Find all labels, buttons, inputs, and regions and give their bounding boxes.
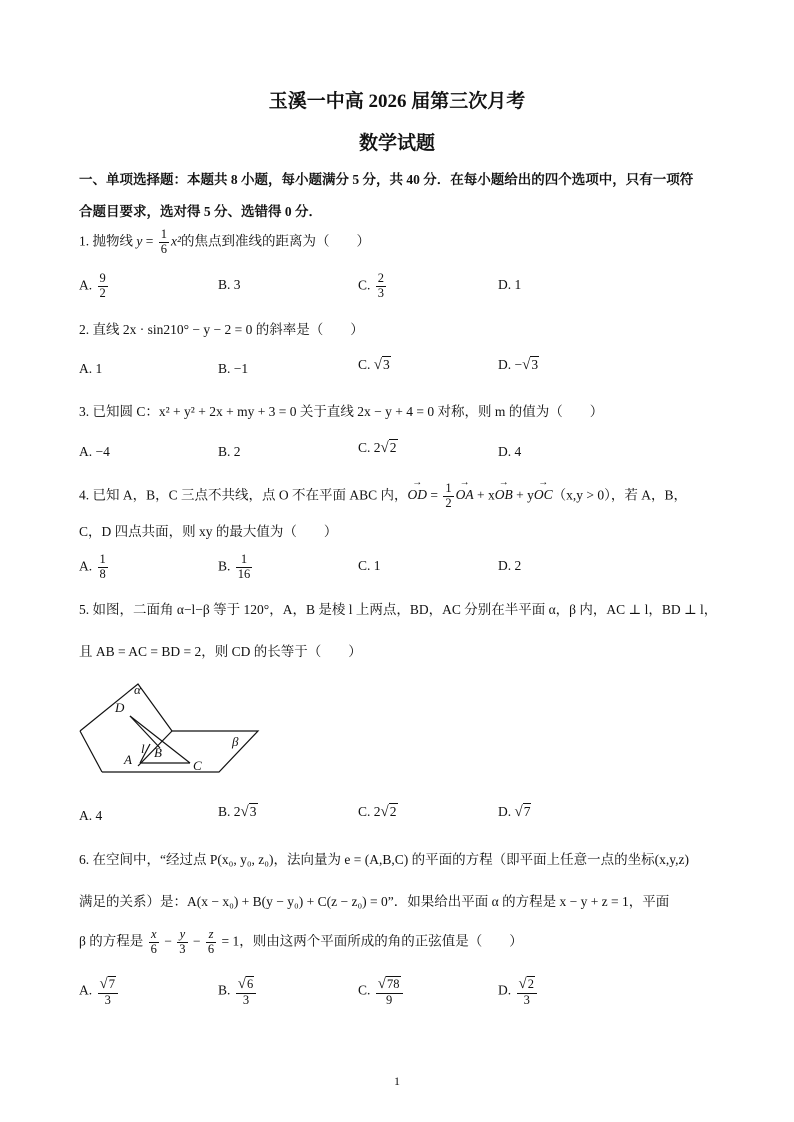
question-5-line2: 且 AB = AC = BD = 2，则 CD 的长等于（ ）: [79, 644, 362, 659]
q2-option-a: A. 1: [79, 361, 103, 376]
q2-option-c: C. √3: [358, 357, 390, 374]
label-alpha: α: [134, 682, 141, 697]
question-5-line1: 5. 如图，二面角 α−l−β 等于 120°，A，B 是棱 l 上两点，BD，AC 分别在半平面 α，β 内，AC ⊥ l，BD ⊥ l，: [79, 602, 718, 617]
section-instructions-line2: 合题目要求，选对得 5 分、选错得 0 分．: [79, 204, 322, 219]
label-beta: β: [232, 734, 239, 749]
q5-option-b: B. 2√3: [218, 804, 257, 821]
vector-oc: → OC: [534, 487, 553, 503]
q1-number: 1.: [79, 233, 90, 249]
q3-option-a: A. −4: [79, 444, 110, 459]
q4-option-b: B. $\frac{1}{16}$: [218, 552, 251, 581]
q3-option-c: C. 2√2: [358, 440, 397, 457]
vector-oa: → OA: [456, 487, 474, 503]
question-4-line1: 4. 已知 A，B，C 三点不共线，点 O 不在平面 ABC 内，→ OD = $\frac{1}{2}$ → OA + x→ OB + y→ OC（x,y > 0），若 A，B，: [79, 482, 687, 511]
q1-fraction: $\frac{1}{6}$: [160, 227, 167, 256]
question-6-line2: 满足的关系）是：A(x − x₀) + B(y − y₀) + C(z − z₀) = 0”．如果给出平面 α 的方程是 x − y + z = 1，平面: [79, 894, 670, 909]
q3-option-b: B. 2: [218, 444, 241, 459]
q6-option-a: A. $\frac{√7}{3}$: [79, 976, 120, 1007]
page-number: 1: [394, 1074, 400, 1088]
question-4-line2: C，D 四点共面，则 xy 的最大值为（ ）: [79, 524, 338, 539]
label-l: l: [141, 741, 145, 756]
question-6-line1: 6. 在空间中，“经过点 P(x₀, y₀, z₀)，法向量为 e = (A,B,C) 的平面的方程（即平面上任意一点的坐标(x,y,z): [79, 852, 689, 867]
q2-option-d: D. −√3: [498, 357, 539, 374]
q3-option-d: D. 4: [498, 444, 522, 459]
q1-y: y: [136, 233, 143, 249]
label-b: B: [154, 745, 162, 760]
q1-option-d: D. 1: [498, 277, 522, 292]
label-d: D: [115, 700, 125, 715]
question-2: 2. 直线 2x · sin210° − y − 2 = 0 的斜率是（ ）: [79, 322, 364, 337]
q5-option-d: D. √7: [498, 804, 531, 821]
page-title: 玉溪一中高 2026 届第三次月考: [268, 91, 526, 112]
vector-ob: → OB: [495, 487, 513, 503]
question-6-line3: β 的方程是 $\frac{x}{6}$ − $\frac{y}{3}$ − $\frac{z}{6}$ = 1，则由这两个平面所成的角的正弦值是（ ）: [79, 927, 523, 956]
q1-post: 的焦点到准线的距离为（ ）: [181, 233, 371, 249]
q1-option-c: C. $\frac{2}{3}$: [358, 271, 385, 300]
question-3: 3. 已知圆 C：x² + y² + 2x + my + 3 = 0 关于直线 2x − y + 4 = 0 对称，则 m 的值为（ ）: [79, 404, 604, 419]
q1-pre: 抛物线: [92, 233, 133, 249]
q5-option-a: A. 4: [79, 808, 103, 823]
q4-option-d: D. 2: [498, 558, 522, 573]
q4-option-c: C. 1: [358, 558, 381, 573]
q1-eq: =: [145, 233, 154, 249]
q6-option-c: C. $\frac{√78}{9}$: [358, 976, 405, 1007]
q1-x2: x²: [171, 233, 182, 249]
q6-option-d: D. $\frac{√2}{3}$: [498, 976, 539, 1007]
q4-option-a: A. $\frac{1}{8}$: [79, 552, 106, 581]
q5-option-c: C. 2√2: [358, 804, 397, 821]
dihedral-angle-figure: [78, 676, 262, 786]
question-1: [79, 228, 370, 257]
q1-option-b: B. 3: [218, 277, 241, 292]
q1-option-a: A. $\frac{9}{2}$: [79, 271, 106, 300]
q6-option-b: B. $\frac{√6}{3}$: [218, 976, 258, 1007]
vector-od: → OD: [408, 487, 428, 503]
page-subtitle: 数学试题: [358, 133, 435, 154]
label-c: C: [193, 758, 202, 773]
label-a: A: [124, 752, 132, 767]
q2-option-b: B. −1: [218, 361, 249, 376]
section-instructions-line1: 一、单项选择题：本题共 8 小题，每小题满分 5 分，共 40 分．在每小题给出的四个选项中，只有一项符: [79, 172, 694, 187]
